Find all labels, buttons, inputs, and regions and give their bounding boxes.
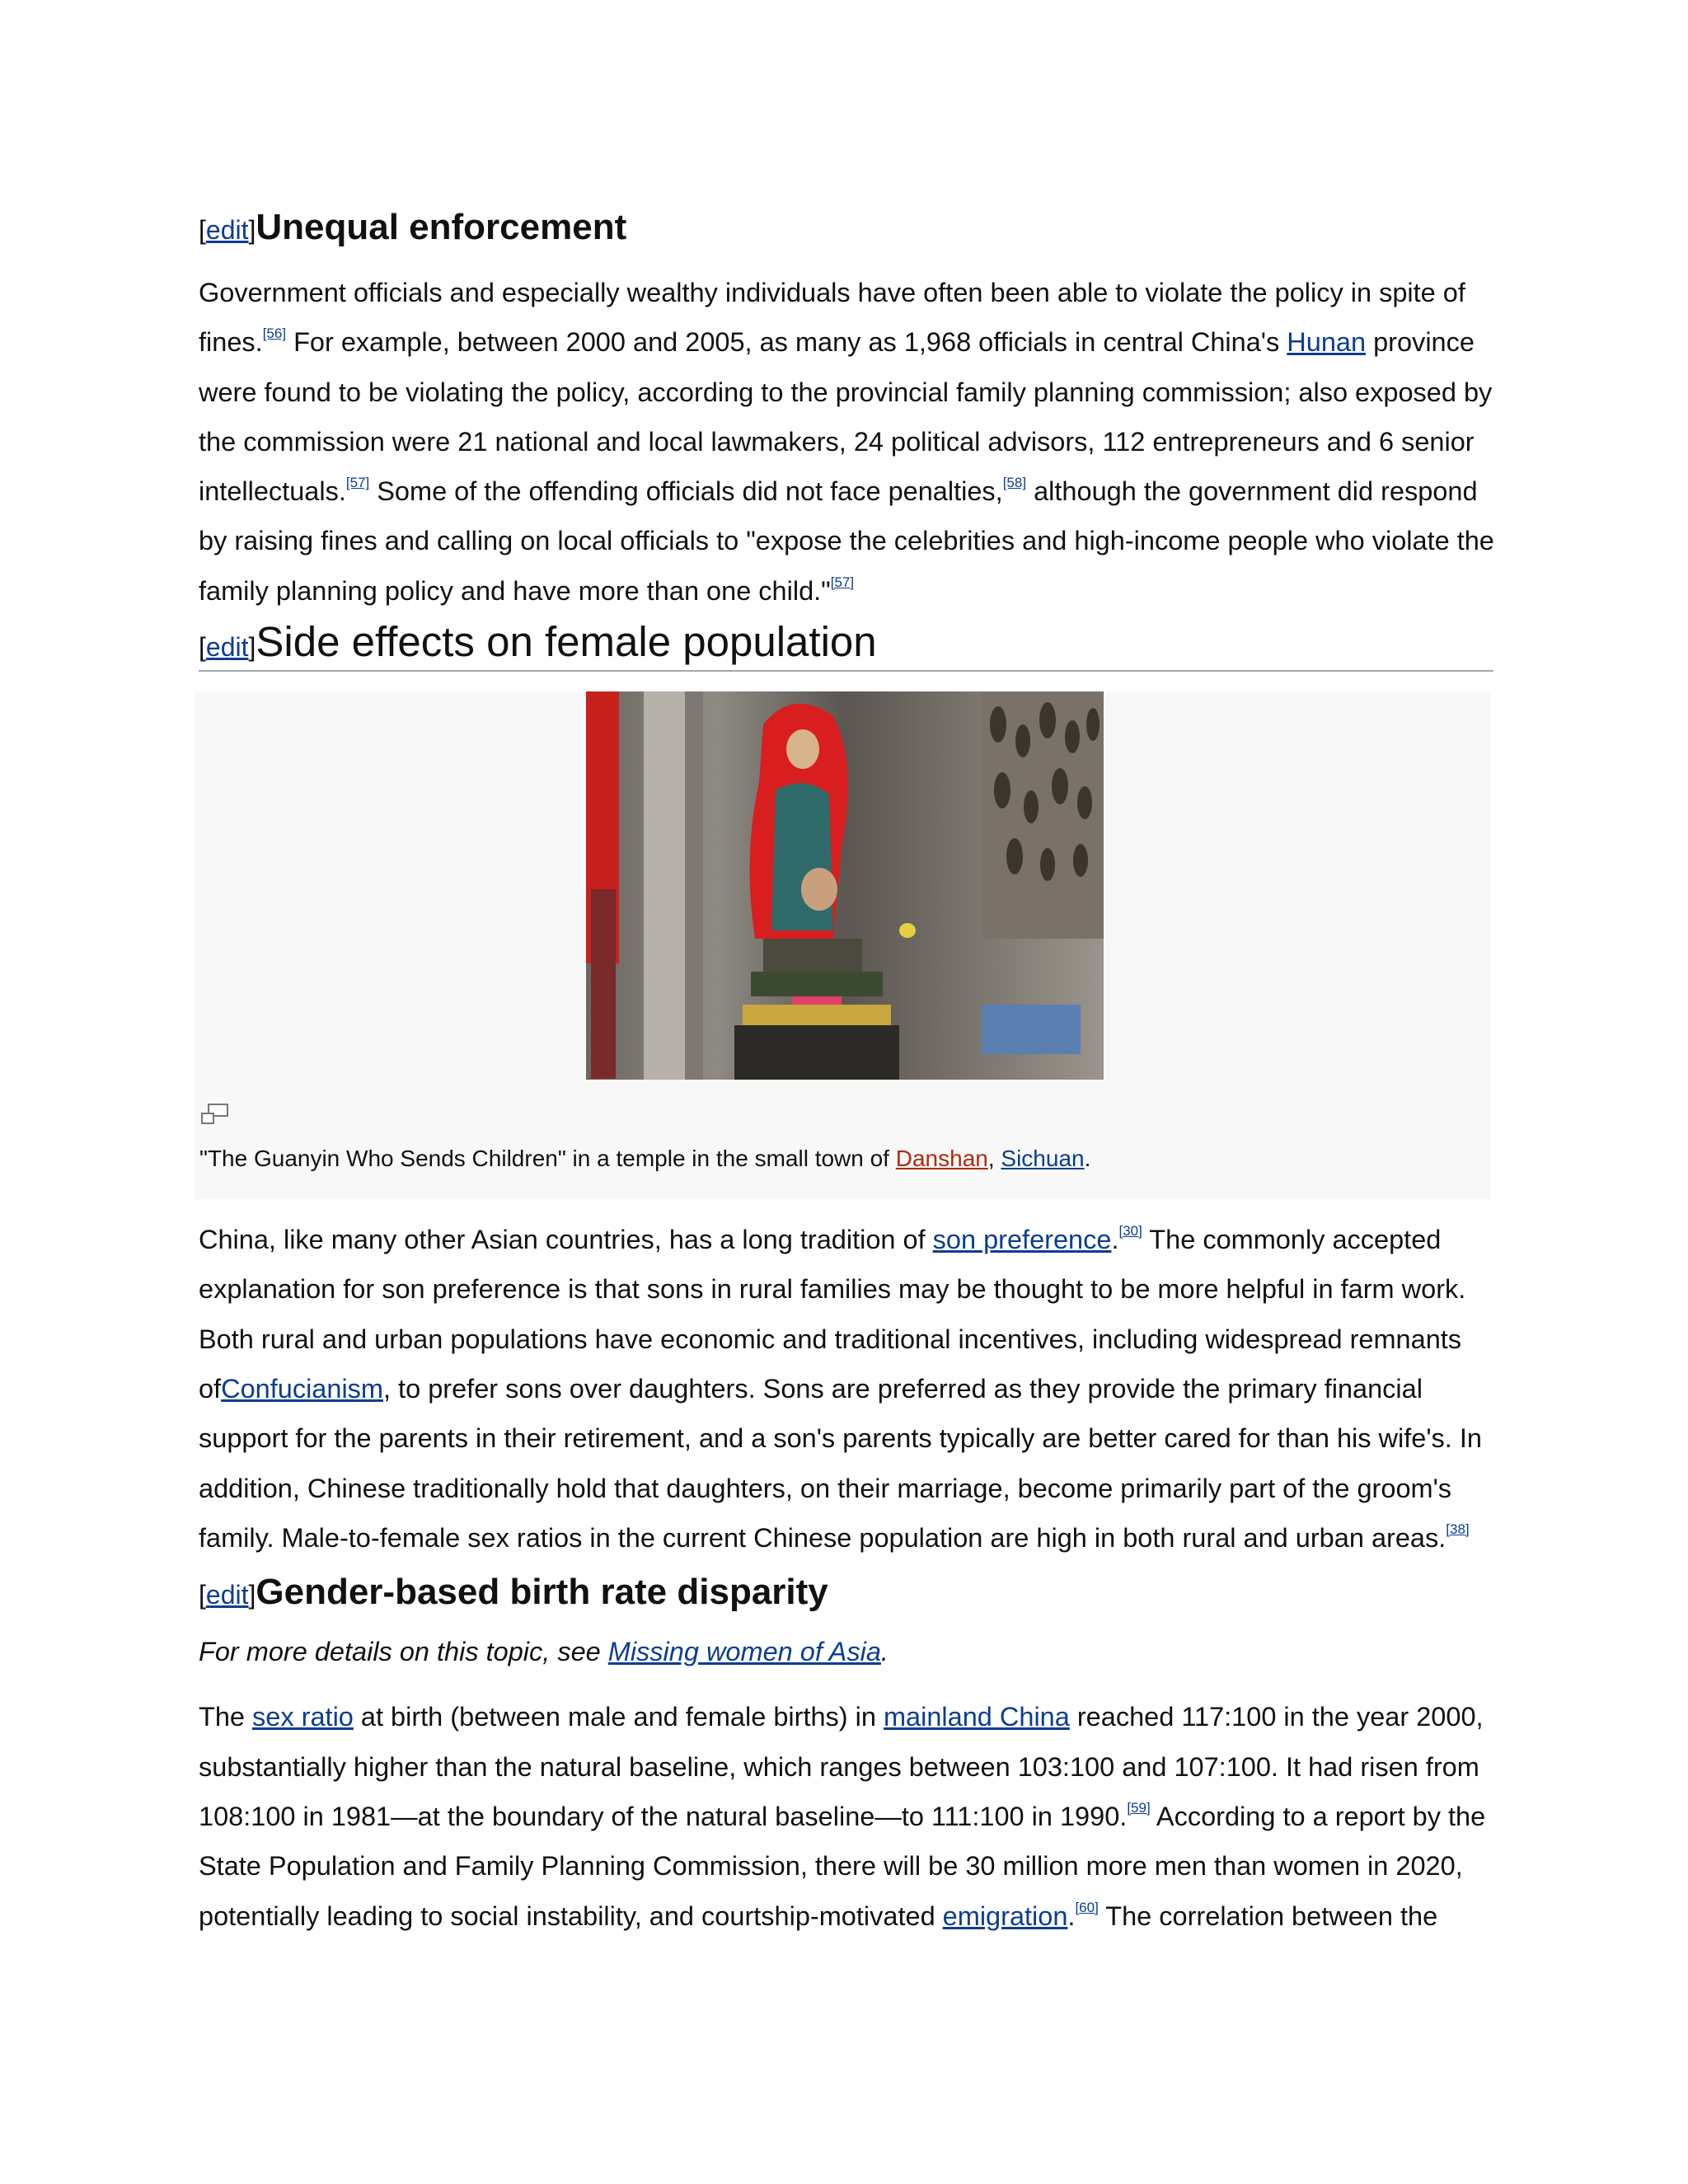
link-mainland-china[interactable]: mainland China xyxy=(883,1702,1070,1732)
edit-link[interactable]: edit xyxy=(205,632,249,663)
text: "The Guanyin Who Sends Children" in a temple in the small town of xyxy=(199,1146,896,1172)
edit-link[interactable]: edit xyxy=(205,215,249,245)
heading-text: Gender-based birth rate disparity xyxy=(256,1572,828,1613)
paragraph-unequal-enforcement xyxy=(199,268,1494,616)
citation-link[interactable]: [56] xyxy=(262,326,287,342)
link-hunan[interactable]: Hunan xyxy=(1287,327,1367,358)
link-confucianism[interactable]: Confucianism xyxy=(221,1373,383,1404)
citation-link[interactable]: [58] xyxy=(1002,475,1027,491)
text: province were found to be violating the policy, according to the provincial family planning commission; also exposed by the commission were 21 national and local lawmakers, 24 political advisors, 112 entrepreneurs and 6 senior intellectuals. xyxy=(199,327,1493,507)
text: . xyxy=(1111,1225,1119,1255)
text: The xyxy=(199,1702,253,1732)
link-missing-women-of-asia[interactable]: Missing women of Asia xyxy=(607,1637,881,1667)
paragraph-sex-ratio xyxy=(199,1692,1494,1940)
hatnote-missing-women xyxy=(199,1627,1494,1676)
section-heading-unequal-enforcement xyxy=(199,198,1494,257)
guanyin-temple-photo[interactable] xyxy=(586,691,1104,1080)
text: The correlation between the xyxy=(1098,1900,1438,1931)
heading-text: Side effects on female population xyxy=(256,618,877,666)
edit-link[interactable]: edit xyxy=(205,1580,249,1610)
section-heading-gender-disparity xyxy=(199,1563,1494,1622)
text: Some of the offending officials did not face penalties, xyxy=(369,476,1003,507)
text: China, like many other Asian countries, has a long tradition of xyxy=(199,1225,933,1255)
link-danshan[interactable]: Danshan xyxy=(895,1146,988,1172)
citation-link[interactable]: [59] xyxy=(1127,1800,1151,1816)
text: Government officials and especially wealthy individuals have often been able to violate the policy in spite of fines. xyxy=(199,278,1465,358)
image-caption xyxy=(199,1142,1090,1175)
section-heading-side-effects xyxy=(199,616,1493,672)
article-page xyxy=(199,198,1494,1941)
image-thumbnail xyxy=(195,691,1491,1199)
link-emigration[interactable]: emigration xyxy=(942,1900,1068,1931)
citation-link[interactable]: [30] xyxy=(1118,1223,1142,1240)
text: at birth (between male and female births) in xyxy=(353,1702,884,1732)
text: For example, between 2000 and 2005, as many as 1,968 officials in central China's xyxy=(286,327,1287,358)
citation-link[interactable]: [60] xyxy=(1075,1899,1099,1915)
text: , to prefer sons over daughters. Sons are preferred as they provide the primary financial support for the parents in their retirement, and a son's parents typically are better cared for than his wife's. In addition, Chinese traditionally hold that daughters, on their marriage, become primarily part of the groom's family. Male-to-female sex ratios in the current Chinese population are high in both rural and urban areas. xyxy=(199,1373,1482,1553)
citation-link[interactable]: [38] xyxy=(1446,1521,1470,1538)
text: , xyxy=(987,1146,1001,1172)
link-son-preference[interactable]: son preference xyxy=(932,1225,1112,1255)
magnify-icon[interactable] xyxy=(201,1104,229,1125)
heading-text: Unequal enforcement xyxy=(256,207,627,247)
paragraph-son-preference xyxy=(199,1215,1494,1563)
edit-section-link-wrapper: [edit] xyxy=(199,215,256,245)
text: . xyxy=(880,1637,889,1667)
citation-link[interactable]: [57] xyxy=(345,475,370,491)
text: although the government did respond by raising fines and calling on local officials to "expose the celebrities and high-income people who violate the family planning policy and have more than one child." xyxy=(199,476,1494,606)
text: For more details on this topic, see xyxy=(199,1637,608,1667)
link-sichuan[interactable]: Sichuan xyxy=(1001,1146,1085,1172)
text: The commonly accepted explanation for son preference is that sons in rural families may be thought to be more helpful in farm work. Both rural and urban populations have economic and traditional incentives, including widespread remnants of xyxy=(199,1225,1466,1404)
edit-section-link-wrapper: [edit] xyxy=(199,632,256,663)
text: . xyxy=(1067,1900,1076,1931)
text: reached 117:100 in the year 2000, substantially higher than the natural baseline, which ranges between 103:100 and 107:100. It had risen from 108:100 in 1981—at the boundary of the natural baseline—to 111:100 in 1990. xyxy=(199,1702,1484,1832)
citation-link[interactable]: [57] xyxy=(830,574,855,590)
text: . xyxy=(1084,1146,1091,1172)
link-sex-ratio[interactable]: sex ratio xyxy=(252,1702,354,1732)
edit-section-link-wrapper: [edit] xyxy=(199,1580,256,1610)
text: According to a report by the State Population and Family Planning Commission, there will be 30 million more men than women in 2020, potentially leading to social instability, and courtship-motivated xyxy=(199,1802,1486,1931)
